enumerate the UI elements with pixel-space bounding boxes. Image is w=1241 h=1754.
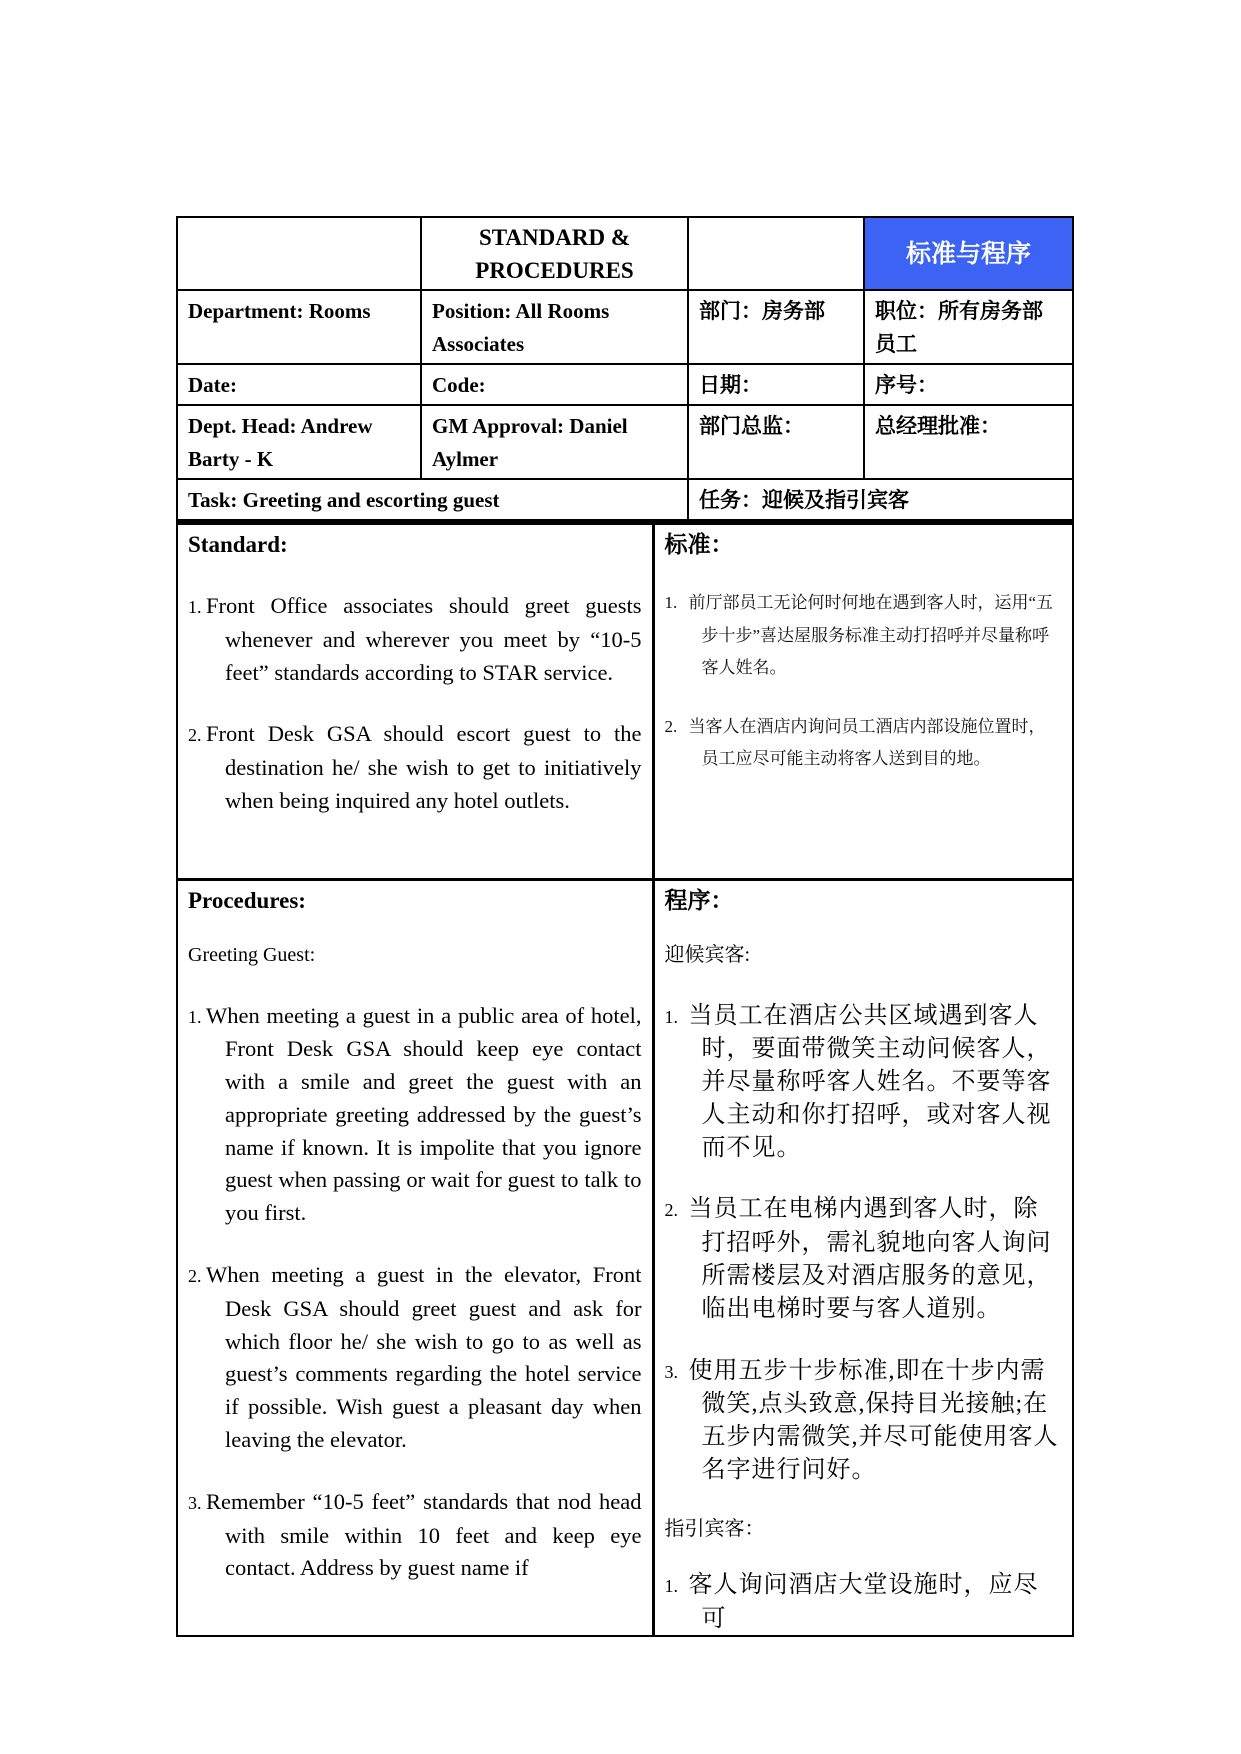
greeting-guest-subheading-en: Greeting Guest: [188, 943, 316, 966]
content-table [176, 523, 1074, 1637]
standard-en-cell [177, 524, 653, 879]
header-empty-cell-2 [688, 217, 864, 290]
standard-list-zh [665, 587, 1063, 776]
standard-heading-en: Standard: [188, 532, 288, 557]
list-item: 1. Front Office associates should greet guests whenever and wherever you meet by “10-5 feet” standards according to STAR service. [188, 593, 642, 685]
sop-document [176, 216, 1072, 1637]
greeting-guest-subheading-zh: 迎候宾客: [664, 943, 751, 966]
procedures-list-en [188, 1000, 642, 1586]
dept-head-zh: 部门总监： [688, 405, 864, 479]
code-en: Code: [421, 364, 688, 405]
procedures-en-cell [177, 879, 653, 1636]
standard-row [177, 524, 1073, 879]
procedures-heading-zh: 程序： [664, 887, 734, 913]
list-item: 3. 使用五步十步标准,即在十步内需微笑,点头致意,保持目光接触;在五步内需微笑,并尽可能使用客人名字进行问好。 [664, 1357, 1059, 1484]
gm-approval-en: GM Approval: Daniel Aylmer [421, 405, 688, 479]
list-item: 2. 当员工在电梯内遇到客人时，除打招呼外，需礼貌地向客人询问所需楼层及对酒店服务的意见，临出电梯时要与客人道别。 [664, 1196, 1052, 1322]
position-zh: 职位：所有房务部员工 [864, 290, 1073, 364]
standard-list-en [188, 590, 642, 818]
list-item: 2. When meeting a guest in the elevator, Front Desk GSA should greet guest and ask for which floor he/ she wish to go to as well as guest’s comments regarding the hotel service if possible. Wish guest a pleasant day when leaving the elevator. [188, 1262, 642, 1453]
list-item: 2. 当客人在酒店内询问员工酒店内部设施位置时，员工应尽可能主动将客人送到目的地。 [664, 716, 1046, 768]
date-row [177, 364, 1073, 405]
dept-head-en: Dept. Head: Andrew Barty - K [177, 405, 421, 479]
list-item: 3. Remember “10-5 feet” standards that nod head with smile within 10 feet and keep eye contact. Address by guest name if [188, 1488, 642, 1581]
task-zh: 任务：迎候及指引宾客 [688, 479, 1073, 521]
header-table [176, 216, 1074, 523]
task-en: Task: Greeting and escorting guest [177, 479, 688, 521]
position-en: Position: All Rooms Associates [421, 290, 688, 364]
approval-row [177, 405, 1073, 479]
escorting-guest-subheading-zh: 指引宾客： [664, 1517, 765, 1540]
list-item: 2. Front Desk GSA should escort guest to the destination he/ she wish to get to initiatively when being inquired any hotel outlets. [188, 721, 642, 813]
escort-list-zh [665, 1569, 1063, 1636]
date-en: Date: [177, 364, 421, 405]
procedures-zh-cell [653, 879, 1073, 1636]
header-empty-cell-1 [177, 217, 421, 290]
date-zh: 日期： [688, 364, 864, 405]
task-row [177, 479, 1073, 521]
list-item: 1. When meeting a guest in a public area of hotel, Front Desk GSA should keep eye contact with a smile and greet the guest with an appropriate greeting addressed by the guest’s name if known. It is impolite that you ignore guest when passing or wait for guest to talk to you first. [188, 1002, 642, 1226]
list-item: 1. 客人询问酒店大堂设施时，应尽可 [664, 1571, 1039, 1632]
procedures-list-zh [665, 1000, 1063, 1487]
department-zh: 部门：房务部 [688, 290, 864, 364]
title-zh-banner: 标准与程序 [864, 217, 1073, 290]
standard-heading-zh: 标准： [664, 532, 734, 557]
list-item: 1. 当员工在酒店公共区域遇到客人时，要面带微笑主动问候客人，并尽量称呼客人姓名。不要等客人主动和你打招呼，或对客人视而不见。 [664, 1002, 1052, 1161]
procedures-heading-en: Procedures: [188, 887, 306, 913]
procedures-row [177, 879, 1073, 1636]
list-item: 1. 前厅部员工无论何时何地在遇到客人时，运用“五步十步”喜达屋服务标准主动打招呼并尽量称呼客人姓名。 [664, 593, 1054, 677]
code-zh: 序号： [864, 364, 1073, 405]
gm-approval-zh: 总经理批准： [864, 405, 1073, 479]
department-row [177, 290, 1073, 364]
header-title-row [177, 217, 1073, 290]
department-en: Department: Rooms [177, 290, 421, 364]
standard-zh-cell [653, 524, 1073, 879]
title-en: STANDARD & PROCEDURES [421, 217, 688, 290]
